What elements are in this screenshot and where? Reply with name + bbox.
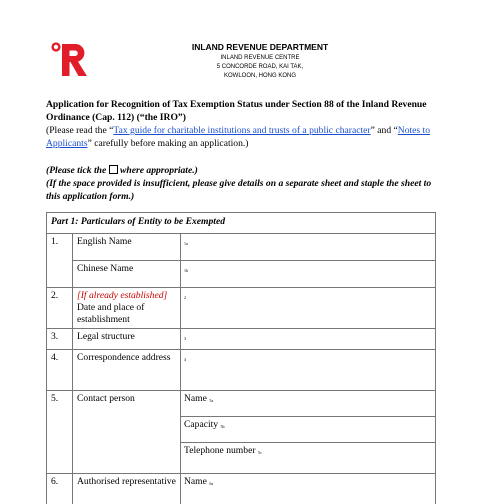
- space-instruction: (If the space provided is insufficient, please give details on a separate sheet and staple the sheet to this application form.): [46, 178, 432, 202]
- note-text: (Please read the “: [46, 125, 114, 136]
- establishment-label: [73, 288, 181, 328]
- form-title: Application for Recognition of Tax Exemption Status under Section 88 of the Inland Revenue Ordinance (Cap. 112) (“the IRO”): [46, 99, 427, 123]
- field-label: Name: [184, 393, 207, 404]
- address-line: KOWLOON, HONG KONG: [223, 73, 296, 79]
- row-number: 3.: [47, 329, 73, 349]
- reading-note: [46, 124, 438, 150]
- ird-logo: [50, 42, 90, 78]
- chinese-name-label: Chinese Name: [73, 261, 181, 287]
- part1-title: Part 1: Particulars of Entity to be Exempted: [51, 216, 226, 227]
- tax-guide-link[interactable]: Tax guide for charitable institutions and trusts of a public character: [113, 125, 371, 136]
- legal-structure-field[interactable]: [181, 329, 435, 349]
- field-ref: 5c: [257, 450, 262, 455]
- field-label: Capacity: [184, 419, 219, 430]
- address-line: INLAND REVENUE CENTRE: [220, 55, 300, 61]
- authorised-rep-name-field[interactable]: [181, 474, 435, 504]
- contact-telephone-field[interactable]: [181, 443, 435, 473]
- tick-text: where appropriate.): [117, 165, 198, 176]
- conditional-note: [If already established]: [77, 290, 168, 301]
- field-ref: 3: [184, 336, 186, 341]
- field-ref: 5b: [220, 424, 225, 429]
- contact-name-field[interactable]: [181, 391, 435, 417]
- tick-instruction: [46, 164, 438, 177]
- row-number: 6.: [47, 474, 73, 504]
- note-text: ” and “: [370, 125, 398, 136]
- correspondence-address-field[interactable]: [181, 350, 435, 390]
- legal-structure-label: Legal structure: [73, 329, 181, 349]
- authorised-rep-label: Authorised representative: [73, 474, 181, 504]
- field-ref: 5a: [209, 398, 214, 403]
- field-ref: 2: [184, 295, 186, 300]
- field-ref: 6a: [209, 481, 214, 486]
- establishment-field[interactable]: [181, 288, 435, 328]
- part1-form: [46, 212, 436, 504]
- field-ref: 1a: [184, 241, 188, 246]
- note-text: ” carefully before making an application.): [87, 138, 249, 149]
- row-number: 1.: [47, 234, 73, 287]
- field-ref: 4: [184, 357, 186, 362]
- establishment-text: Date and place of establishment: [77, 302, 145, 325]
- address-line: 5 CONCORDE ROAD, KAI TAK,: [216, 64, 304, 70]
- row-number: 5.: [47, 391, 73, 473]
- chinese-name-field[interactable]: [181, 261, 435, 287]
- field-label: Telephone number: [184, 445, 256, 456]
- english-name-field[interactable]: [181, 234, 435, 260]
- checkbox-icon: [109, 165, 118, 174]
- field-label: Name: [184, 476, 207, 487]
- correspondence-address-label: Correspondence address: [73, 350, 181, 390]
- field-ref: 1b: [184, 268, 188, 273]
- department-name: INLAND REVENUE DEPARTMENT: [191, 42, 329, 52]
- row-number: 4.: [47, 350, 73, 390]
- row-number: 2.: [47, 288, 73, 328]
- tick-text: (Please tick the: [46, 165, 109, 176]
- english-name-label: English Name: [73, 234, 181, 260]
- contact-person-label: Contact person: [73, 391, 181, 473]
- contact-capacity-field[interactable]: [181, 417, 435, 443]
- notes-to-applicants-link[interactable]: Notes to Applicants: [46, 125, 431, 149]
